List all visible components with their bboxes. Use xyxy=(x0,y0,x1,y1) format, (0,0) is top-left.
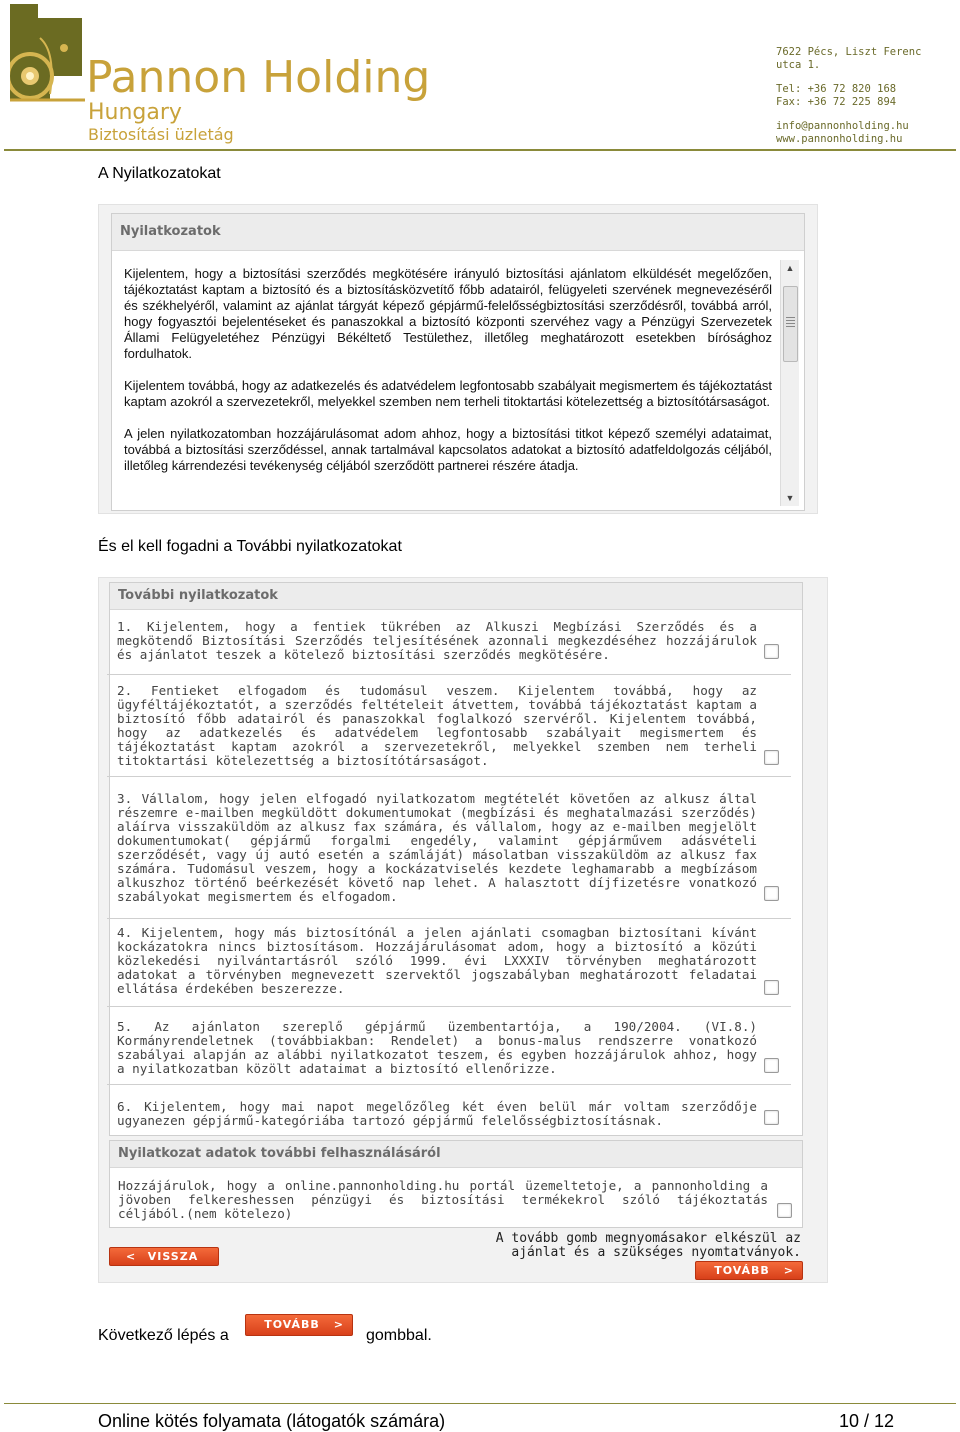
footer-document-title: Online kötés folyamata (látogatók számára) xyxy=(98,1411,446,1431)
company-logo xyxy=(10,4,85,104)
nyilatkozat-paragraph-2: Kijelentem továbbá, hogy az adatkezelés és adatvédelem legfontosabb szabályait megismertem és tájékoztatást kaptam azokról a szervezetekről, melyekkel szemben nem terheli titoktartási kötelezettség a biztosítótársaságot. xyxy=(124,378,772,409)
next-button-label: TOVÁBB xyxy=(714,1264,770,1277)
section-heading-tovabbi: És el kell fogadni a További nyilatkozatokat xyxy=(98,538,402,555)
scrollbar-thumb[interactable] xyxy=(783,286,798,362)
next-info-note xyxy=(441,1232,801,1260)
screenshot-nyilatkozatok xyxy=(98,204,818,514)
website-text: www.pannonholding.hu xyxy=(776,132,903,145)
statement-checkbox-6[interactable] xyxy=(764,1110,779,1125)
list-item-2 xyxy=(107,676,791,777)
data-usage-title: Nyilatkozat adatok további felhasználásáról xyxy=(110,1141,802,1168)
tovabbi-title: További nyilatkozatok xyxy=(110,583,802,610)
nyilatkozatok-title: Nyilatkozatok xyxy=(112,214,804,251)
statement-checkbox-4[interactable] xyxy=(764,980,779,995)
list-item-1 xyxy=(107,616,791,675)
chevron-right-icon: > xyxy=(783,1264,794,1277)
list-item-3 xyxy=(107,778,791,919)
statement-text-3: 3. Vállalom, hogy jelen elfogadó nyilatkozatom megtételét követően az alkusz által részemre e-mailben megküldött dokumentumokat (megbízási és meghatalmazási szerződés) aláírva visszaküldöm az alkusz fax számára, és vállalom, hogy az e-mailben megjelölt dokumentumokat( gépjármű forgalmi engedély, valamint gépjárművem adásvételi szerződését, vagy új autó esetén a számláját) másolatban visszaküldöm az alkusz fax számára. Tudomásul veszem, hogy a kockázatviselés kezdete leghamarabb a megbízásom alkuszhoz történő beérkezését követő nap lehet. A halasztott díjfizetésre vonatkozó szabályokat megismertem és elfogadom. xyxy=(117,791,757,904)
next-step-text-before: Következő lépés a xyxy=(98,1327,229,1344)
next-button[interactable] xyxy=(695,1261,803,1280)
data-usage-panel xyxy=(109,1140,803,1228)
nyilatkozatok-panel xyxy=(111,213,805,511)
inline-next-button-label: TOVÁBB xyxy=(264,1318,320,1331)
inline-chevron-right-icon: > xyxy=(333,1318,344,1331)
back-button[interactable] xyxy=(109,1247,219,1266)
statement-text-4: 4. Kijelentem, hogy más biztosítónál a jelen ajánlati csomagban biztosítani kívánt kockázatokra nincs biztosításom. Hozzájárulásomat adom, hogy a biztosító a közúti közlekedési nyilvántartásról szóló 1999. évi LXXXIV törvényben meghatározott adatokat a törvényben megnevezett szervektől jogszabályban meghatározott feladatai ellátása érdekében beszerezze. xyxy=(117,925,757,996)
scroll-down-icon[interactable]: ▼ xyxy=(785,493,795,503)
nyilatkozat-paragraph-3: A jelen nyilatkozatomban hozzájárulásomat adom ahhoz, hogy a biztosítási titkot képező személyi adataimat, továbbá a biztosítási szerződéssel, annak tartalmával kapcsolatos adatokat a biztosító adatfeldolgozás céljából, illetőleg kárrendezési tevékenység céljából szerződött partnerei részére átadja. xyxy=(124,426,772,473)
next-step-text-after: gombbal. xyxy=(366,1327,432,1344)
screenshot-tovabbi-nyilatkozatok xyxy=(98,577,828,1283)
nyilatkozat-paragraph-1: Kijelentem, hogy a biztosítási szerződés megkötésére irányuló biztosítási ajánlatom elküldését megelőzően, tájékoztatást kaptam a biztosító és a biztosításközvetítő főbb adatairól, felügyeleti szervének megnevezéséről és székhelyéről, valamint az ajánlat tárgyát képező gépjármű-felelősségbiztosítási szerződésről, továbbá arról, hogy fogyasztói bejelentéseket és panaszokkal a biztosító központi szervéhez vagy a Pénzügyi Szervezetek Állami Felügyeletéhez Pénzügyi Békéltető Testülethez, illetőleg meghatározott esetekben bírósághoz fordulhatok. xyxy=(124,266,772,361)
next-info-note-line-2: ajánlat és a szükséges nyomtatványok. xyxy=(511,1245,801,1260)
list-item-5 xyxy=(107,1008,791,1085)
header-divider xyxy=(4,149,956,151)
statement-text-2: 2. Fentieket elfogadom és tudomásul veszem. Kijelentem továbbá, hogy az ügyféltájékoztatót, a szerződés feltételeit átvettem, továbbá tájékoztatást kaptam a biztosító főbb adatairól és panaszokkal foglalkozó szervéről. Kijelentem továbbá, hogy az adatkezelés és adatvédelem legfontosabb szabályait megismertem és tájékoztatást kaptam azokról a szervezetekről, melyekkel szemben nem terheli titoktartási kötelezettség a biztosítótársaságot. xyxy=(117,683,757,768)
email-text: info@pannonholding.hu xyxy=(776,120,909,132)
statement-text-5: 5. Az ajánlaton szereplő gépjármű üzembentartója, a 190/2004. (VI.8.) Kormányrendeletnek (továbbiakban: Rendelet) a bonus-malus rendszerre vonatkozó szabályai alapján az alábbi nyilatkozatot teszem, és egyben hozzájárulok ahhoz, hogy a nyilatkozatban közölt adataimat a biztosító ellenőrizze. xyxy=(117,1019,757,1076)
statement-checkbox-5[interactable] xyxy=(764,1058,779,1073)
brand-name: Pannon Holding xyxy=(86,52,431,103)
section-heading-nyilatkozatok: A Nyilatkozatokat xyxy=(98,165,221,182)
scroll-up-icon[interactable]: ▲ xyxy=(785,263,795,273)
phone-text: Tel: +36 72 820 168 xyxy=(776,83,897,95)
data-usage-text: Hozzájárulok, hogy a online.pannonholding.hu portál üzemeltetoje, a pannonholding a jövoben felkereshessen pénzügyi és biztosítási termékekrol szóló tájékoztatás céljából.(nem kötelezo) xyxy=(118,1178,768,1221)
brand-subtitle-division: Biztosítási üzletág xyxy=(88,125,234,144)
next-info-note-line-1: A tovább gomb megnyomásakor elkészül az xyxy=(495,1231,801,1246)
statement-checkbox-2[interactable] xyxy=(764,750,779,765)
contact-block xyxy=(776,46,946,145)
statement-text-1: 1. Kijelentem, hogy a fentiek tükrében az Alkuszi Megbízási Szerződés és a megkötendő Biztosítási Szerződés teljesítésének azonnali megkezdéséhez hozzájárulok és ajánlatot teszek a kötelező biztosítási szerződés megkötésére. xyxy=(117,619,757,662)
nyilatkozatok-scroll-text[interactable] xyxy=(124,266,772,506)
brand-subtitle-country: Hungary xyxy=(88,100,182,125)
list-item-4 xyxy=(107,920,791,1007)
statement-checkbox-3[interactable] xyxy=(764,886,779,901)
back-button-label: VISSZA xyxy=(147,1250,199,1263)
footer-divider xyxy=(4,1403,956,1404)
next-button-inline xyxy=(245,1314,353,1336)
address-text: 7622 Pécs, Liszt Ferenc utca 1. xyxy=(776,46,922,71)
vertical-scrollbar[interactable] xyxy=(780,260,799,506)
statement-text-6: 6. Kijelentem, hogy mai napot megelőzőleg két éven belül már voltam szerződője ugyanezen gépjármű-kategóriába tartozó gépjármű felelősségbiztosításnak. xyxy=(117,1099,757,1128)
list-item-6 xyxy=(107,1086,791,1134)
fax-text: Fax: +36 72 225 894 xyxy=(776,95,897,108)
footer-page-number: 10 / 12 xyxy=(838,1411,894,1431)
data-usage-checkbox[interactable] xyxy=(777,1203,792,1218)
chevron-left-icon: < xyxy=(126,1250,137,1263)
statement-checkbox-1[interactable] xyxy=(764,644,779,659)
